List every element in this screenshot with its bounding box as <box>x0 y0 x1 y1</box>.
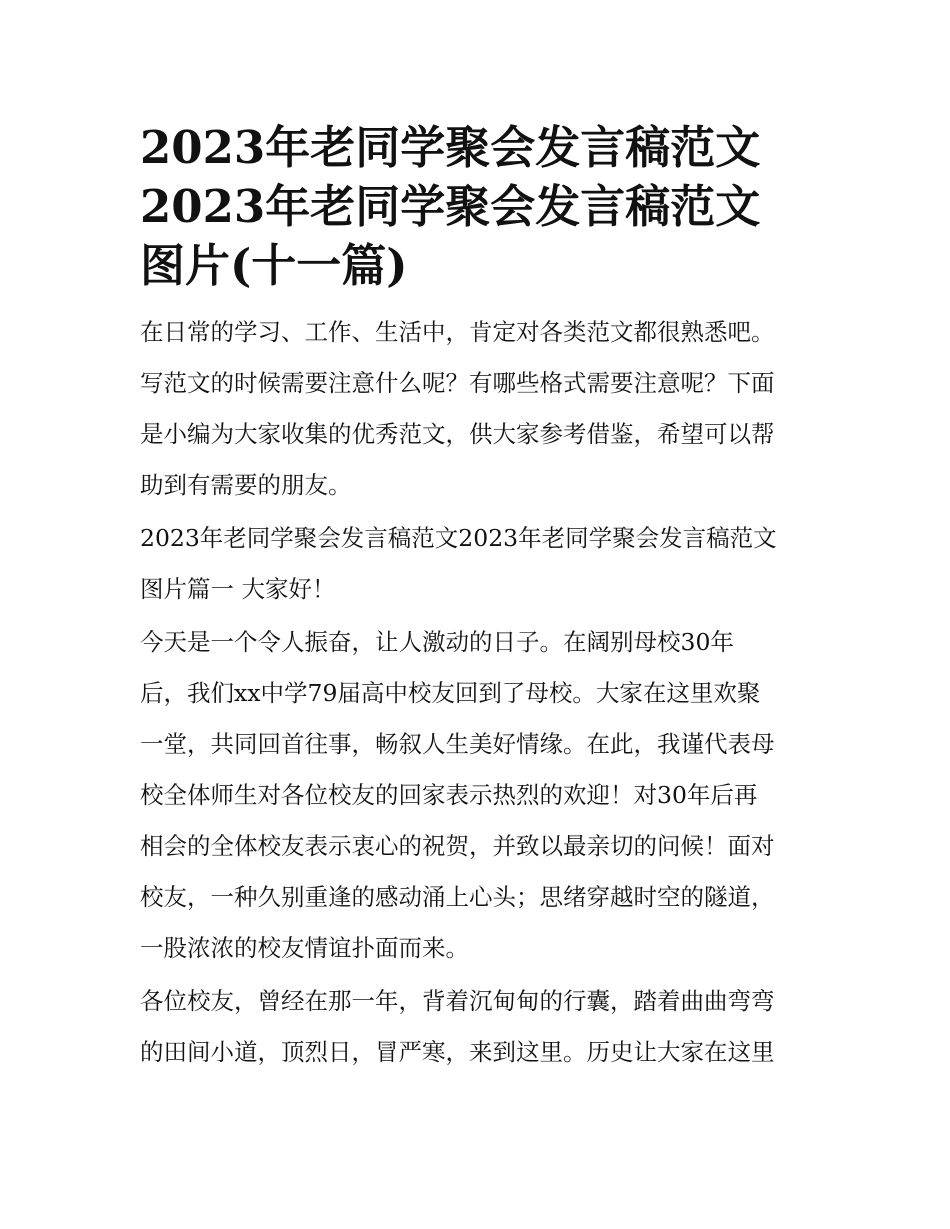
text-line: 今天是一个令人振奋，让人激动的日子。在阔别母校30年 <box>140 628 734 656</box>
text-line: 在日常的学习、工作、生活中，肯定对各类范文都很熟悉吧。 <box>140 318 775 346</box>
text-line: 是小编为大家收集的优秀范文，供大家参考借鉴，希望可以帮 <box>140 420 775 448</box>
document-title <box>140 118 820 295</box>
text-line: 写范文的时候需要注意什么呢？有哪些格式需要注意呢？下面 <box>140 369 775 397</box>
text-line: 2023年老同学聚会发言稿范文2023年老同学聚会发言稿范文 <box>140 524 777 552</box>
text-line: 图片篇一 大家好！ <box>140 575 336 603</box>
text-line: 一股浓浓的校友情谊扑面而来。 <box>140 934 469 962</box>
title-line: 图片(十一篇) <box>140 239 408 292</box>
body-paragraph <box>140 617 820 974</box>
text-line: 相会的全体校友表示衷心的祝贺，并致以最亲切的问候！面对 <box>140 832 775 860</box>
title-line: 2023年老同学聚会发言稿范文 <box>140 180 761 233</box>
text-line: 后，我们xx中学79届高中校友回到了母校。大家在这里欢聚 <box>140 679 761 707</box>
text-line: 助到有需要的朋友。 <box>140 471 352 499</box>
title-line: 2023年老同学聚会发言稿范文 <box>140 121 761 174</box>
body-paragraph <box>140 976 820 1078</box>
text-line: 的田间小道，顶烈日，冒严寒，来到这里。历史让大家在这里 <box>140 1038 775 1066</box>
text-line: 校全体师生对各位校友的回家表示热烈的欢迎！对30年后再 <box>140 781 758 809</box>
text-line: 一堂，共同回首往事，畅叙人生美好情缘。在此，我谨代表母 <box>140 730 775 758</box>
text-line: 各位校友，曾经在那一年，背着沉甸甸的行囊，踏着曲曲弯弯 <box>140 987 775 1015</box>
section-heading-paragraph <box>140 513 820 615</box>
document-page <box>140 118 820 1080</box>
intro-paragraph <box>140 307 820 511</box>
text-line: 校友，一种久别重逢的感动涌上心头；思绪穿越时空的隧道， <box>140 883 775 911</box>
